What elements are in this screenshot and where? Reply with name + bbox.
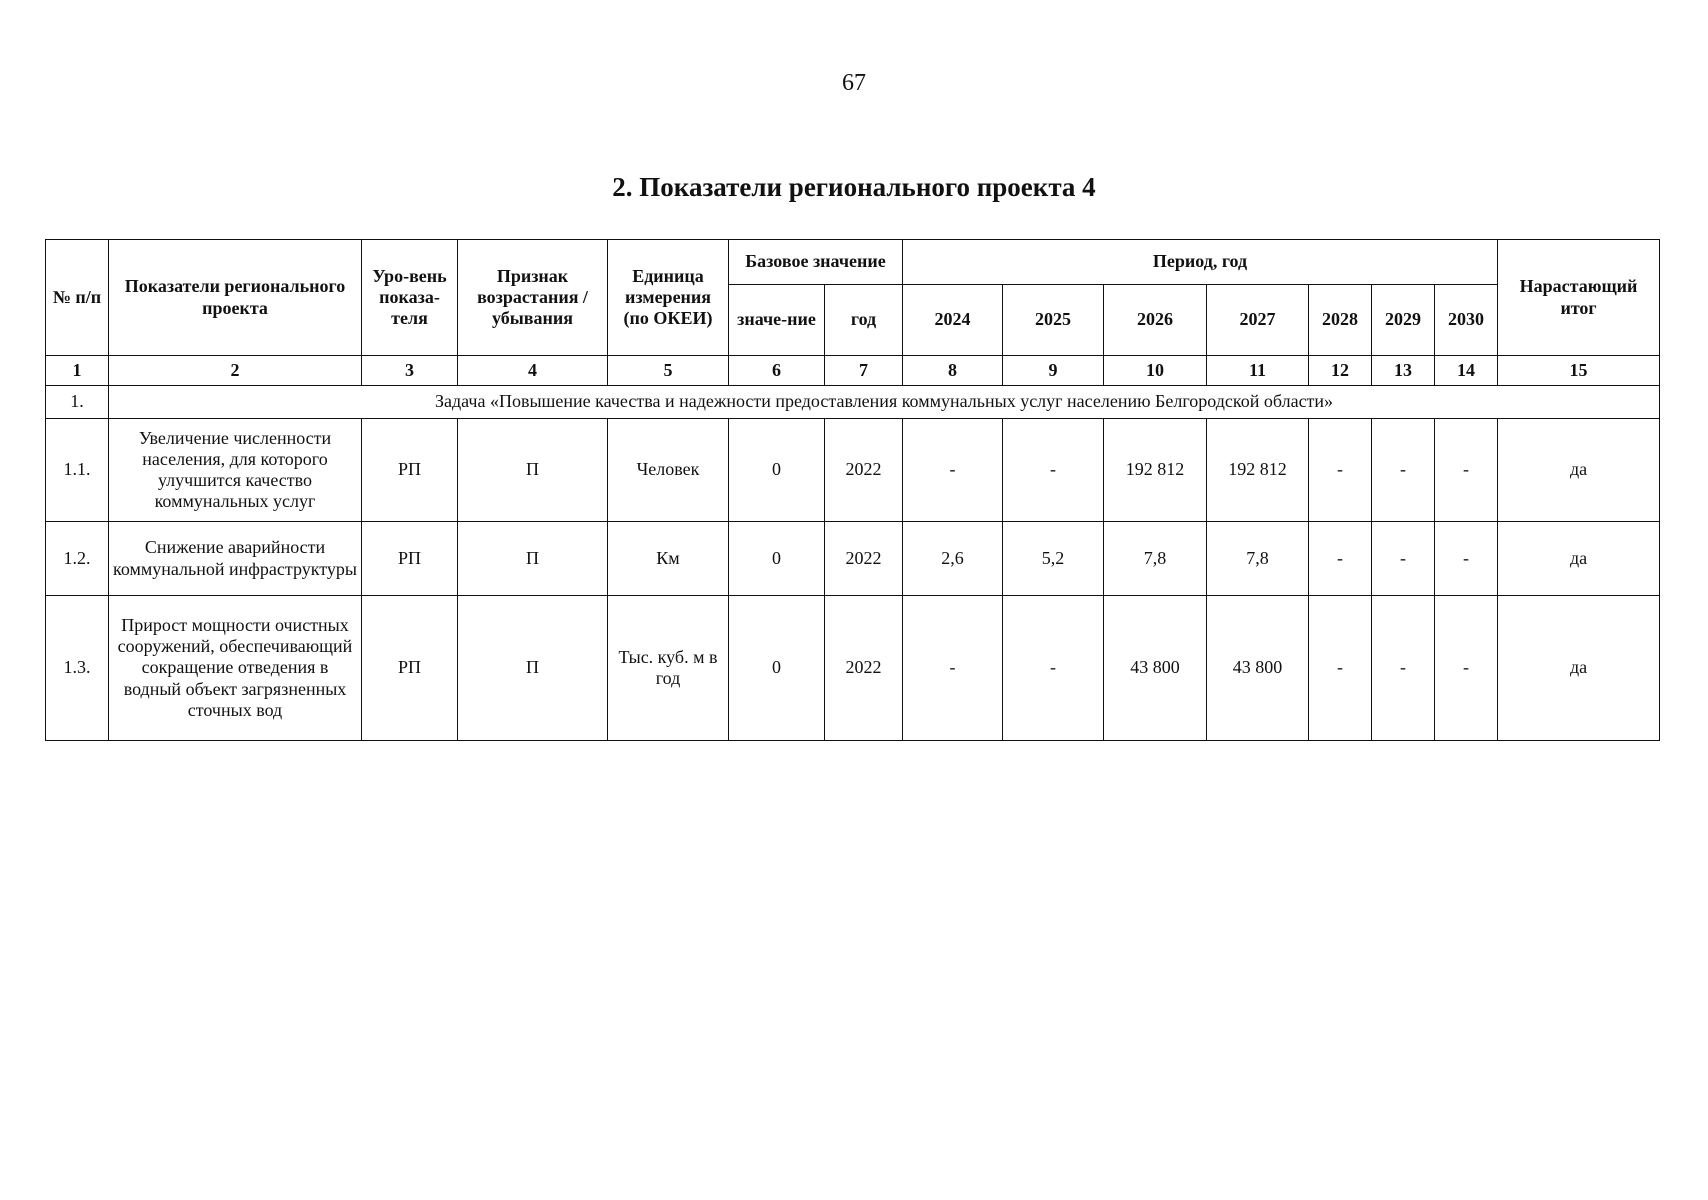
- row-value-2030: -: [1435, 596, 1498, 741]
- table-row: [46, 596, 1660, 741]
- column-number: 3: [362, 356, 458, 386]
- column-number: 14: [1435, 356, 1498, 386]
- row-unit: Км: [608, 522, 729, 596]
- row-value-2027: 192 812: [1207, 419, 1309, 522]
- header-unit: Единица измерения (по ОКЕИ): [608, 240, 729, 356]
- column-number: 5: [608, 356, 729, 386]
- task-num: 1.: [46, 386, 109, 419]
- row-value-2029: -: [1372, 419, 1435, 522]
- row-value-2025: -: [1003, 596, 1104, 741]
- header-level: Уро-вень показа-теля: [362, 240, 458, 356]
- row-trend: П: [458, 419, 608, 522]
- header-year-2030: 2030: [1435, 285, 1498, 356]
- header-cumulative: Нарастающий итог: [1498, 240, 1660, 356]
- column-number: 9: [1003, 356, 1104, 386]
- row-value-2024: 2,6: [903, 522, 1003, 596]
- column-number: 4: [458, 356, 608, 386]
- header-year-2024: 2024: [903, 285, 1003, 356]
- task-text: Задача «Повышение качества и надежности предоставления коммунальных услуг населению Белгородской области»: [109, 386, 1660, 419]
- column-number: 13: [1372, 356, 1435, 386]
- row-trend: П: [458, 522, 608, 596]
- task-row: [46, 386, 1660, 419]
- column-numbers-row: [46, 356, 1660, 386]
- row-level: РП: [362, 419, 458, 522]
- row-value-2026: 7,8: [1104, 522, 1207, 596]
- row-num: 1.1.: [46, 419, 109, 522]
- table-row: [46, 419, 1660, 522]
- row-value-2026: 192 812: [1104, 419, 1207, 522]
- row-value-2030: -: [1435, 522, 1498, 596]
- document-title: 2. Показатели регионального проекта 4: [612, 172, 1096, 202]
- row-num: 1.2.: [46, 522, 109, 596]
- header-year-2029: 2029: [1372, 285, 1435, 356]
- header-year-2026: 2026: [1104, 285, 1207, 356]
- row-value-2025: -: [1003, 419, 1104, 522]
- header-base-value: значе-ние: [729, 285, 825, 356]
- header-row-1: [46, 240, 1660, 285]
- column-number: 8: [903, 356, 1003, 386]
- row-cumulative: да: [1498, 419, 1660, 522]
- row-cumulative: да: [1498, 522, 1660, 596]
- column-number: 11: [1207, 356, 1309, 386]
- row-base-year: 2022: [825, 522, 903, 596]
- row-cumulative: да: [1498, 596, 1660, 741]
- row-indicator-name: Прирост мощности очистных сооружений, обеспечивающий сокращение отведения в водный объект загрязненных сточных вод: [109, 596, 362, 741]
- header-base-group: Базовое значение: [729, 240, 903, 285]
- column-number: 7: [825, 356, 903, 386]
- row-base-value: 0: [729, 596, 825, 741]
- row-num: 1.3.: [46, 596, 109, 741]
- column-number: 2: [109, 356, 362, 386]
- row-base-value: 0: [729, 419, 825, 522]
- header-year-2025: 2025: [1003, 285, 1104, 356]
- row-value-2024: -: [903, 596, 1003, 741]
- indicators-table: [45, 239, 1660, 741]
- row-indicator-name: Снижение аварийности коммунальной инфраструктуры: [109, 522, 362, 596]
- column-number: 12: [1309, 356, 1372, 386]
- header-indicator: Показатели регионального проекта: [109, 240, 362, 356]
- row-value-2027: 43 800: [1207, 596, 1309, 741]
- row-trend: П: [458, 596, 608, 741]
- row-value-2029: -: [1372, 596, 1435, 741]
- row-value-2024: -: [903, 419, 1003, 522]
- row-value-2025: 5,2: [1003, 522, 1104, 596]
- page-number: 67: [842, 70, 866, 96]
- table-row: [46, 522, 1660, 596]
- header-period-group: Период, год: [903, 240, 1498, 285]
- row-unit: Человек: [608, 419, 729, 522]
- header-year-2028: 2028: [1309, 285, 1372, 356]
- row-level: РП: [362, 596, 458, 741]
- row-base-year: 2022: [825, 419, 903, 522]
- row-unit: Тыс. куб. м в год: [608, 596, 729, 741]
- header-num: № п/п: [46, 240, 109, 356]
- row-indicator-name: Увеличение численности населения, для которого улучшится качество коммунальных услуг: [109, 419, 362, 522]
- header-year-2027: 2027: [1207, 285, 1309, 356]
- row-value-2030: -: [1435, 419, 1498, 522]
- column-number: 15: [1498, 356, 1660, 386]
- row-value-2028: -: [1309, 522, 1372, 596]
- row-value-2029: -: [1372, 522, 1435, 596]
- column-number: 10: [1104, 356, 1207, 386]
- row-value-2027: 7,8: [1207, 522, 1309, 596]
- row-value-2026: 43 800: [1104, 596, 1207, 741]
- header-base-year: год: [825, 285, 903, 356]
- column-number: 6: [729, 356, 825, 386]
- row-value-2028: -: [1309, 419, 1372, 522]
- column-number: 1: [46, 356, 109, 386]
- row-value-2028: -: [1309, 596, 1372, 741]
- row-base-value: 0: [729, 522, 825, 596]
- row-level: РП: [362, 522, 458, 596]
- row-base-year: 2022: [825, 596, 903, 741]
- header-trend: Признак возрастания / убывания: [458, 240, 608, 356]
